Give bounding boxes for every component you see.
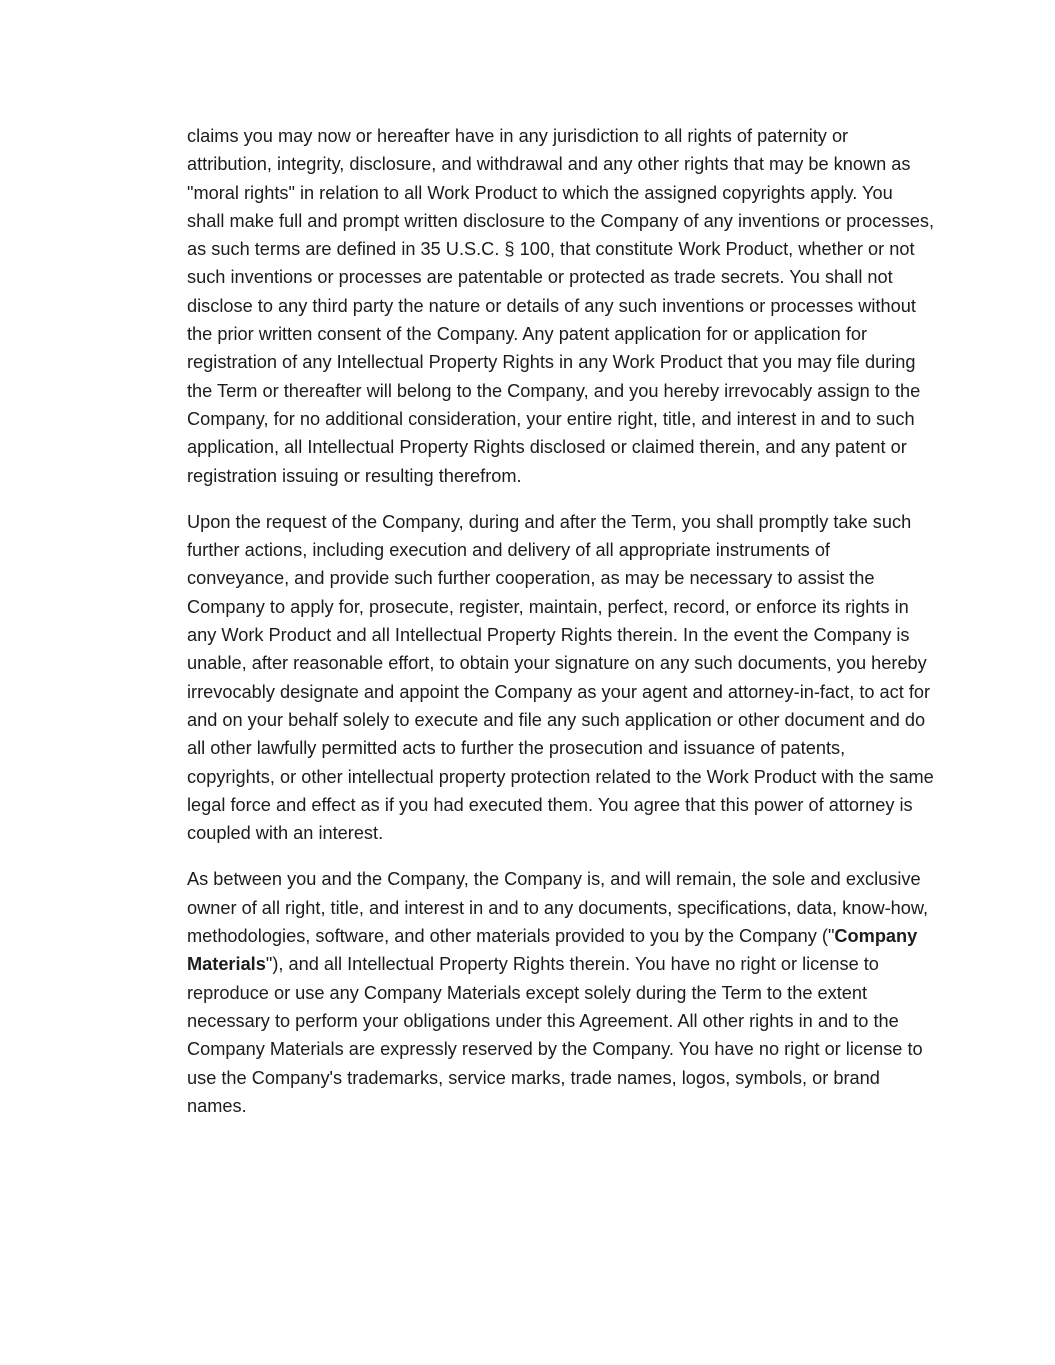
document-body [187,122,935,1120]
paragraph-moral-rights: claims you may now or hereafter have in any jurisdiction to all rights of paternity or attribution, integrity, disclosure, and withdrawal and any other rights that may be known as "moral rights" in relation to all Work Product to which the assigned copyrights apply. You shall make full and prompt written disclosure to the Company of any inventions or processes, as such terms are defined in 35 U.S.C. § 100, that constitute Work Product, whether or not such inventions or processes are patentable or protected as trade secrets. You shall not disclose to any third party the nature or details of any such inventions or processes without the prior written consent of the Company. Any patent application for or application for registration of any Intellectual Property Rights in any Work Product that you may file during the Term or thereafter will belong to the Company, and you hereby irrevocably assign to the Company, for no additional consideration, your entire right, title, and interest in and to such application, all Intellectual Property Rights disclosed or claimed therein, and any patent or registration issuing or resulting therefrom. [187,126,935,486]
company-materials-text-before: As between you and the Company, the Company is, and will remain, the sole and exclusive owner of all right, title, and interest in and to any documents, specifications, data, know-how, methodologies, software, and other materials provided to you by the Company (" [187,869,929,947]
company-materials-defined-term: Company Materials [187,926,918,975]
paragraph-further-assurances: Upon the request of the Company, during and after the Term, you shall promptly take such further actions, including execution and delivery of all appropriate instruments of conveyance, and provide such further cooperation, as may be necessary to assist the Company to apply for, prosecute, register, maintain, perfect, record, or enforce its rights in any Work Product and all Intellectual Property Rights therein. In the event the Company is unable, after reasonable effort, to obtain your signature on any such documents, you hereby irrevocably designate and appoint the Company as your agent and attorney-in-fact, to act for and on your behalf solely to execute and file any such application or other document and do all other lawfully permitted acts to further the prosecution and issuance of patents, copyrights, or other intellectual property protection related to the Work Product with the same legal force and effect as if you had executed them. You agree that this power of attorney is coupled with an interest. [187,511,934,844]
company-materials-text-after: "), and all Intellectual Property Rights therein. You have no right or license to reproduce or use any Company Materials except solely during the Term to the extent necessary to perform your obligations under this Agreement. All other rights in and to the Company Materials are expressly reserved by the Company. You have no right or license to use the Company's trademarks, service marks, trade names, logos, symbols, or brand names. [187,954,923,1116]
paragraph-company-materials [187,865,935,1120]
